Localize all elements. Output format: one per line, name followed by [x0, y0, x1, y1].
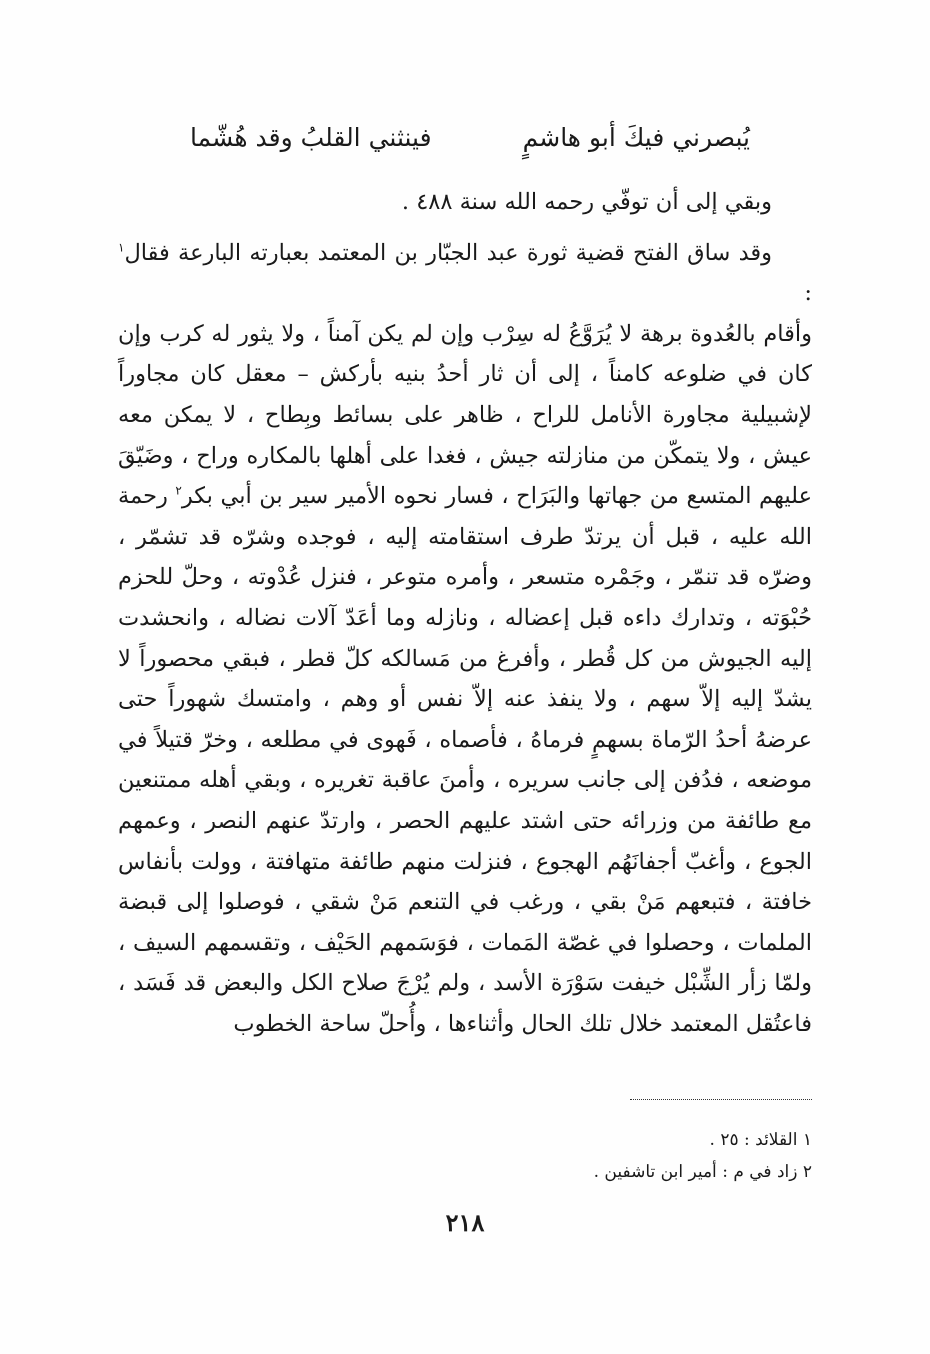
footnote-2: ٢ زاد في م : أمير ابن تاشفين .: [593, 1162, 812, 1182]
passage-opening-end: :: [804, 280, 812, 307]
intro-line: وبقي إلى أن توفّي رحمه الله سنة ٤٨٨ .: [401, 189, 772, 215]
passage-paragraph: [118, 233, 812, 314]
passage-body: [118, 314, 812, 1045]
footnote-divider: [630, 1099, 812, 1100]
footnotes: [450, 1124, 812, 1188]
footnote-ref-2: ٢: [175, 483, 182, 498]
main-text: [118, 182, 812, 1044]
footnote-1: ١ القلائد : ٢٥ .: [709, 1130, 812, 1150]
verse-first-hemistich: يُبصرني فيكَ أبو هاشمٍ: [522, 123, 750, 152]
verse-second-hemistich: فينثني القلبُ وقد هُشّما: [190, 123, 432, 152]
passage-part-2: رحمة الله عليه ، قبل أن يرتدّ طرف استقامته إليه ، فوجده وشرّه قد تشمّر ، وضرّه قد تنمّر ، وجَمْره متسعر ، وأمره متوعر ، فنزل عُدْوته ، وحلّ للحزم حُبْوَته ، وتدارك داءه قبل إعضاله ، ونازله وما أعَدّ آلات نضاله ، وانحشدت إليه الجيوش من كل قُطر ، وأفرغ من مَسالكه كلّ قطر ، فبقي محصوراً لا يشدّ إليه إلاّ سهم ، ولا ينفذ عنه إلاّ نفس أو وهم ، وامتسك شهوراً حتى عرضهُ أحدُ الرّماة بسهمٍ فرماهُ ، فأصماه ، فَهوى في مطلعه ، وخرّ قتيلاً في موضعه ، فدُفن إلى جانب سريره ، وأمنَ عاقبة تغريره ، وبقي أهله ممتنعين مع طائفة من وزرائه حتى اشتد عليهم الحصر ، وارتدّ عنهم النصر ، وعمهم الجوع ، وأغبّ أجفانَهُم الهجوع ، فنزلت منهم طائفة متهافتة ، وولت بأنفاس خافتة ، فتبعهم مَنْ بقي ، ورغب في التنعم مَنْ شقي ، فوصلوا إلى قبضة الملمات ، وحصلوا في غصّة المَمات ، فوَسَمهم الحَيْف ، وتقسمهم السيف ، ولمّا زأر الشِّبْل خيفت سَوْرَة الأسد ، ولم يُرْجَ صلاح الكل والبعض قد فَسَد ، فاعتُقل المعتمد خلال تلك الحال وأثناءها ، وأُحلّ ساحة الخطوب: [118, 483, 812, 1037]
passage-opening: وقد ساق الفتح قضية ثورة عبد الجبّار بن المعتمد بعبارته البارعة فقال: [124, 239, 772, 266]
footnote-ref-1: ١: [118, 240, 125, 255]
page-number: ٢١٨: [445, 1208, 485, 1237]
passage-part-1: وأقام بالعُدوة برهة لا يُرَوَّعُ له سِرْب وإن لم يكن آمناً ، ولا يثور له كرب وإن كان في ضلوعه كامناً ، إلى أن ثار أحدُ بنيه بأركش – معقل كان مجاوراً لإشبيلية مجاورة الأنامل للراح ، ظاهر على بسائط وبِطاح ، لا يمكن معه عيش ، ولا يتمكّن من منازلته جيش ، فغدا على أهلها بالمكاره وراح ، وضَيّقَ عليهم المتسع من جهاتها والبَرَاح ، فسار نحوه الأمير سير بن أبي بكر: [118, 320, 812, 510]
poem-verse: [190, 118, 750, 158]
